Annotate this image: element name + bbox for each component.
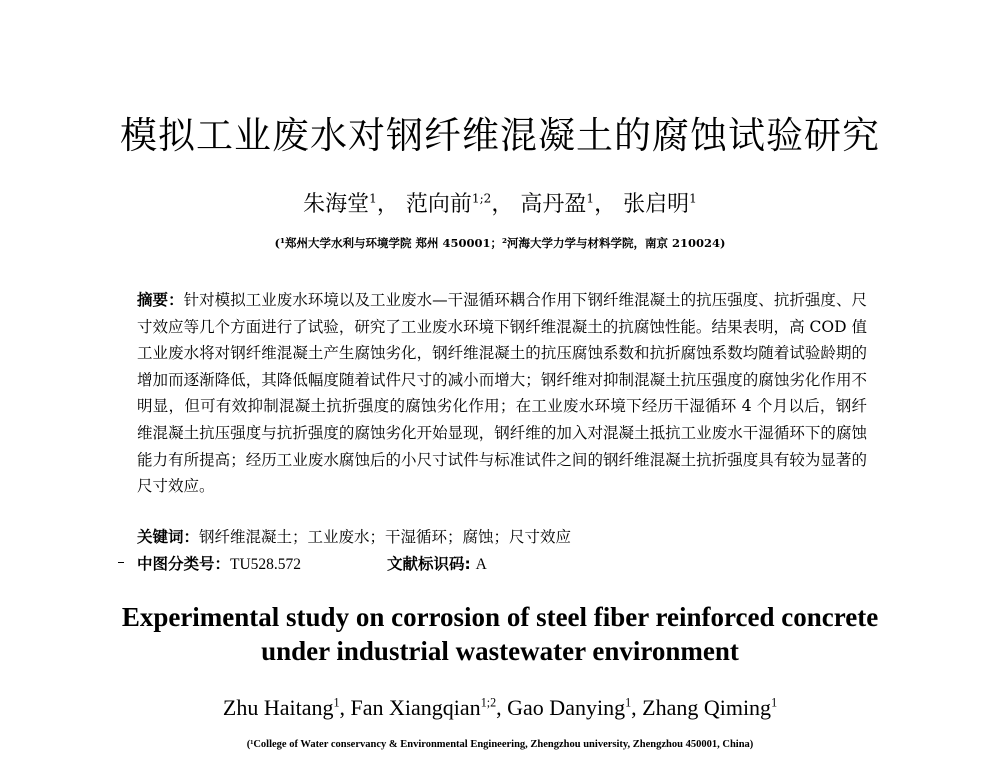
chinese-author-list xyxy=(0,190,1000,220)
english-author-list xyxy=(0,693,1000,723)
keywords xyxy=(137,525,867,549)
keywords-label: 关键词： xyxy=(137,528,200,546)
abstract-text: 针对模拟工业废水环境以及工业废水—干湿循环耦合作用下钢纤维混凝土的抗压强度、抗折强度、尺寸效应等几个方面进行了试验，研究了工业废水环境下钢纤维混凝土的抗腐蚀性能。结果表明，高 COD 值工业废水将对钢纤维混凝土产生腐蚀劣化，钢纤维混凝土的抗压腐蚀系数和抗折腐蚀系数均随着试验龄期的增加而逐渐降低，其降低幅度随着试件尺寸的减小而增大；钢纤维对抑制混凝土抗压强度的腐蚀劣化作用不明显，但可有效抑制混凝土抗折强度的腐蚀劣化作用；在工业废水环境下经历干湿循环 4 个月以后，钢纤维混凝土抗压强度与抗折强度的腐蚀劣化开始显现，钢纤维的加入对混凝土抵抗工业废水干湿循环下的腐蚀能力有所提高；经历工业废水腐蚀后的小尺寸试件与标准试件之间的钢纤维混凝土抗折强度具有较为显著的尺寸效应。 xyxy=(137,291,867,496)
chinese-affiliation: (¹郑州大学水利与环境学院 郑州 450001；²河海大学力学与材料学院，南京 210024) xyxy=(274,236,726,250)
author-4: 张启明$^1$ xyxy=(623,191,697,217)
english-author-1: Zhu Haitang$^1$, xyxy=(222,695,351,720)
author-2: 范向前$^{1;2}$， xyxy=(405,191,514,217)
classification-line xyxy=(137,552,867,577)
clc-value: TU528.572 xyxy=(230,556,302,573)
keywords-text: 钢纤维混凝土；工业废水；干湿循环；腐蚀；尺寸效应 xyxy=(199,528,572,546)
english-title-line-2: under industrial wastewater environment xyxy=(261,636,739,666)
margin-mark xyxy=(118,562,124,563)
author-3: 高丹盈$^1$， xyxy=(520,191,617,217)
english-affiliation: (¹College of Water conservancy & Environmental Engineering, Zhengzhou university, Zhengzhou 450001, China) xyxy=(246,739,754,750)
abstract xyxy=(137,287,867,500)
document-code xyxy=(387,552,487,577)
abstract-label: 摘要： xyxy=(137,291,184,309)
english-title xyxy=(0,600,1000,668)
chinese-title: 模拟工业废水对钢纤维混凝土的腐蚀试验研究 xyxy=(120,114,880,157)
english-author-3: Gao Danying$^1$, xyxy=(507,695,643,720)
english-title-line-1: Experimental study on corrosion of steel fiber reinforced concrete xyxy=(121,602,879,632)
doc-code-value: A xyxy=(475,556,487,573)
doc-code-label: 文献标识码: xyxy=(387,555,471,573)
english-author-4: Zhang Qiming$^1$ xyxy=(642,695,778,720)
author-1: 朱海堂$^1$， xyxy=(303,191,399,217)
clc-label: 中图分类号： xyxy=(137,555,231,573)
english-author-2: Fan Xiangqian$^{1;2}$, xyxy=(350,695,508,720)
